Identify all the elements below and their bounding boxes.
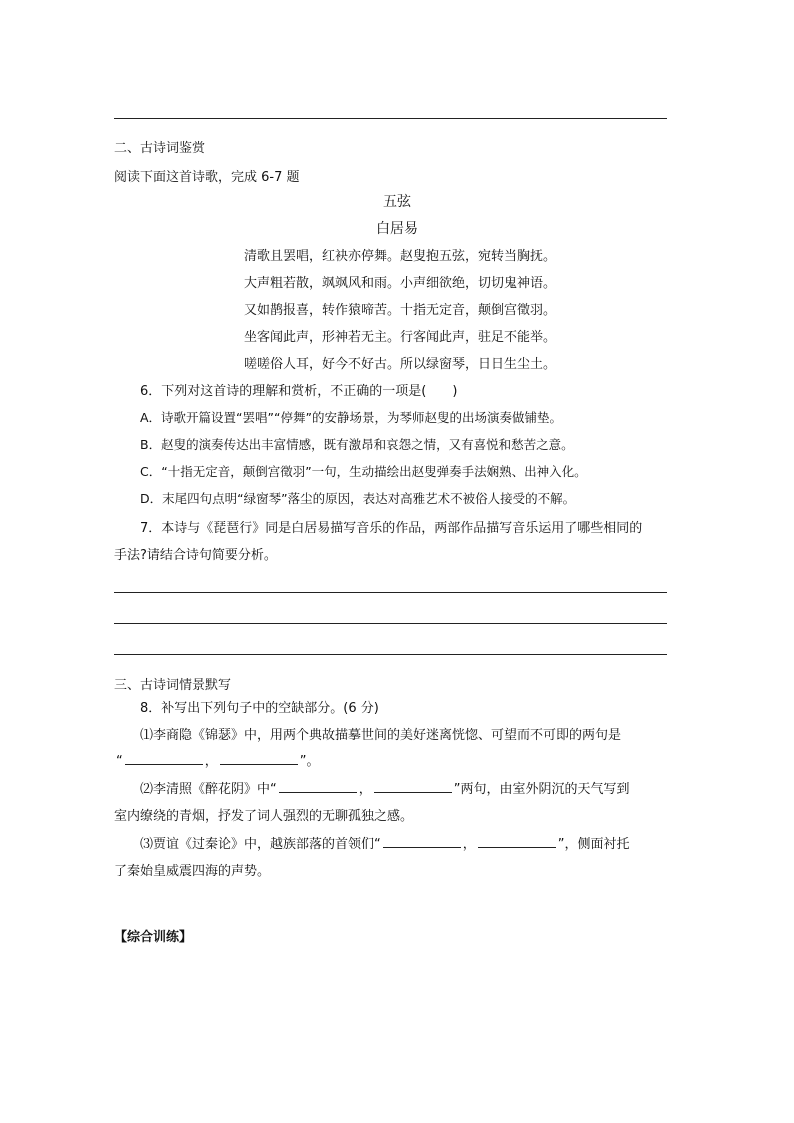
question-6-option-b: B．赵叟的演奏传达出丰富情感，既有激昂和哀怨之情，又有喜悦和愁苦之意。	[140, 437, 574, 452]
comprehensive-training-heading: 【综合训练】	[114, 930, 193, 945]
close-quote: ”。	[299, 754, 320, 769]
poem-title: 五弦	[383, 194, 411, 210]
item3-suffix: ”，侧面衬托	[557, 837, 630, 852]
fill-blank[interactable]	[478, 834, 556, 848]
top-answer-line	[114, 118, 667, 119]
poem-line: 清歌且罢唱，红袂亦停舞。赵叟抱五弦，宛转当胸抚。	[244, 249, 557, 264]
separator: ，	[358, 782, 372, 797]
fill-blank[interactable]	[374, 779, 452, 793]
fill-blank[interactable]	[383, 834, 461, 848]
question-6-option-a: A．诗歌开篇设置“罢唱”“停舞”的安静场景，为琴师赵叟的出场演奏做铺垫。	[140, 410, 562, 425]
item2-prefix: ⑵李清照《醉花阴》中“	[140, 782, 277, 797]
question-8-stem: 8．补写出下列句子中的空缺部分。(6 分)	[140, 701, 379, 716]
poem-author: 白居易	[376, 221, 418, 237]
section2-intro: 阅读下面这首诗歌，完成 6-7 题	[114, 170, 300, 185]
question-6-option-d: D．末尾四句点明“绿窗琴”落尘的原因，表达对高雅艺术不被俗人接受的不解。	[140, 491, 576, 506]
q8-item1-line2	[116, 750, 320, 769]
poem-line: 大声粗若散，飒飒风和雨。小声细欲绝，切切鬼神语。	[244, 276, 557, 291]
q8-item1-line1: ⑴李商隐《锦瑟》中，用两个典故描摹世间的美好迷离恍惚、可望而不可即的两句是	[140, 728, 622, 743]
answer-line	[114, 592, 667, 593]
question-6-stem: 6．下列对这首诗的理解和赏析，不正确的一项是( )	[140, 384, 458, 399]
q8-item2-line2: 室内缭绕的青烟，抒发了词人强烈的无聊孤独之感。	[114, 809, 414, 824]
item2-suffix: ”两句，由室外阴沉的天气写到	[453, 782, 630, 797]
poem-line: 又如鹊报喜，转作猿啼苦。十指无定音，颠倒宫徵羽。	[244, 303, 557, 318]
item3-prefix: ⑶贾谊《过秦论》中，越族部落的首领们“	[140, 837, 381, 852]
answer-line	[114, 654, 667, 655]
question-7-line1: 7．本诗与《琵琶行》同是白居易描写音乐的作品，两部作品描写音乐运用了哪些相同的	[140, 521, 643, 536]
question-6-option-c: C．“十指无定音，颠倒宫徵羽”一句，生动描绘出赵叟弹奏手法娴熟、出神入化。	[140, 464, 587, 479]
fill-blank[interactable]	[125, 751, 203, 765]
q8-item2-line1	[140, 778, 630, 797]
poem-line: 坐客闻此声，形神若无主。行客闻此声，驻足不能举。	[244, 330, 557, 345]
answer-line	[114, 623, 667, 624]
section2-heading: 二、古诗词鉴赏	[114, 141, 206, 156]
question-7-line2: 手法?请结合诗句简要分析。	[114, 548, 277, 563]
q8-item3-line1	[140, 833, 630, 852]
fill-blank[interactable]	[279, 779, 357, 793]
separator: ，	[462, 837, 476, 852]
poem-line: 嗟嗟俗人耳，好今不好古。所以绿窗琴，日日生尘土。	[244, 357, 557, 372]
fill-blank[interactable]	[220, 751, 298, 765]
section3-heading: 三、古诗词情景默写	[114, 678, 232, 693]
separator: ，	[204, 754, 218, 769]
open-quote: “	[116, 754, 123, 769]
q8-item3-line2: 了秦始皇威震四海的声势。	[114, 864, 271, 879]
